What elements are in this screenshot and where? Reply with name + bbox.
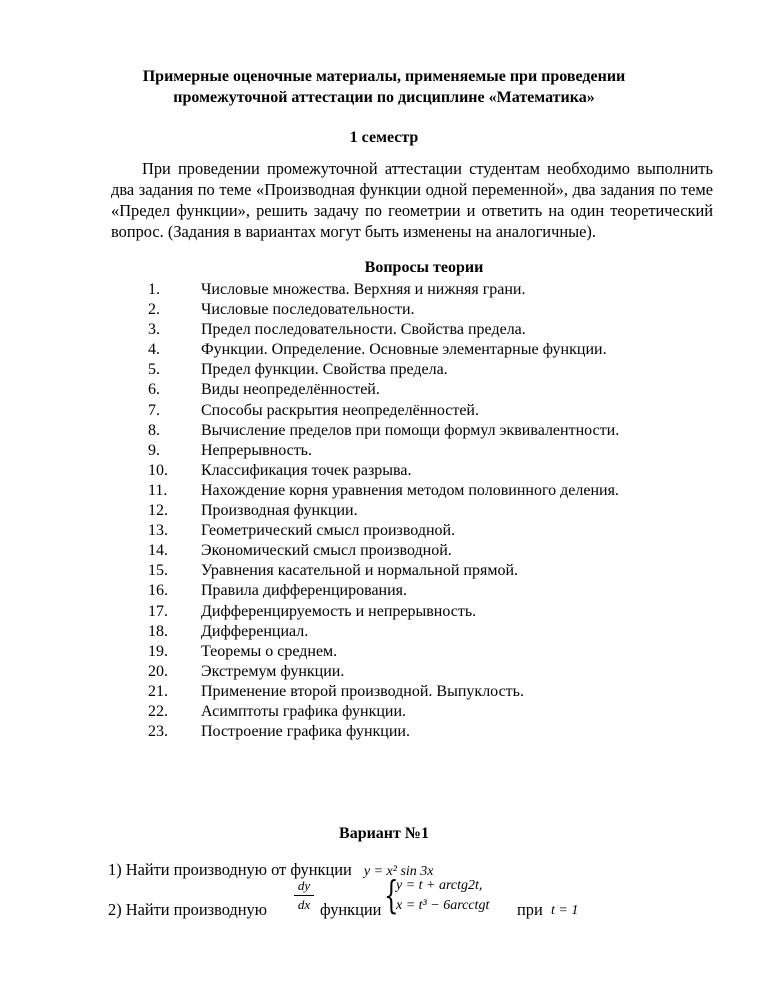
- theory-question: [0, 461, 768, 481]
- system-equation-1: y = t + arctg2t,: [396, 878, 483, 893]
- theory-question: [0, 561, 768, 581]
- theory-question: [0, 320, 768, 340]
- question-number: 19.: [148, 642, 168, 660]
- theory-question: [0, 702, 768, 722]
- system-equation-2: x = t³ − 6arcctgt: [396, 898, 490, 913]
- question-number: 1.: [148, 281, 160, 298]
- question-text: Правила дифференцирования.: [201, 582, 408, 600]
- theory-question: [0, 521, 768, 541]
- theory-question: [0, 602, 768, 622]
- question-text: Вычисление пределов при помощи формул эквивалентности.: [201, 421, 620, 439]
- task-2-when-word: при: [517, 900, 543, 919]
- document-title-line-1: Примерные оценочные материалы, применяемые при проведении: [142, 68, 626, 85]
- fraction-bar: [294, 895, 314, 896]
- theory-question: [0, 501, 768, 521]
- question-text: Числовые последовательности.: [201, 301, 415, 319]
- question-text: Асимптоты графика функции.: [201, 702, 407, 720]
- question-number: 11.: [148, 481, 168, 499]
- question-text: Нахождение корня уравнения методом половинного деления.: [201, 481, 619, 499]
- question-number: 13.: [148, 522, 168, 540]
- theory-question: [0, 280, 768, 300]
- question-text: Геометрический смысл производной.: [201, 522, 456, 540]
- question-text: Экономический смысл производной.: [201, 542, 452, 560]
- theory-question: [0, 401, 768, 421]
- task-2-text: 2) Найти производную: [108, 900, 267, 919]
- question-text: Уравнения касательной и нормальной прямой.: [201, 562, 518, 580]
- system-brace: {: [384, 873, 399, 917]
- theory-question: [0, 340, 768, 360]
- question-text: Дифференциал.: [201, 622, 309, 640]
- question-number: 15.: [148, 562, 168, 580]
- question-text: Числовые множества. Верхняя и нижняя грани.: [201, 281, 526, 298]
- question-number: 23.: [148, 723, 168, 741]
- theory-question: [0, 360, 768, 380]
- document-title-line-2: промежуточной аттестации по дисциплине «Математика»: [173, 89, 595, 106]
- question-text: Построение графика функции.: [201, 723, 410, 741]
- question-number: 4.: [148, 341, 160, 359]
- question-number: 17.: [148, 602, 168, 620]
- question-number: 10.: [148, 461, 168, 479]
- question-number: 9.: [148, 441, 160, 459]
- fraction-denominator: dx: [297, 897, 311, 912]
- question-number: 16.: [148, 582, 168, 600]
- task-1-formula: y = x² sin 3x: [363, 864, 434, 879]
- question-text: Виды неопределённостей.: [201, 381, 380, 399]
- question-text: Непрерывность.: [201, 441, 312, 459]
- question-number: 2.: [148, 301, 160, 319]
- question-text: Способы раскрытия неопределённостей.: [201, 401, 479, 419]
- task-1-text: 1) Найти производную от функции: [108, 860, 352, 879]
- theory-question: [0, 662, 768, 682]
- question-text: Теоремы о среднем.: [201, 642, 338, 660]
- question-number: 21.: [148, 682, 168, 700]
- variant-heading: Вариант №1: [339, 825, 429, 842]
- derivative-fraction: [294, 878, 314, 913]
- semester-heading: 1 семестр: [349, 129, 419, 146]
- task-2-function-word: функции: [320, 900, 382, 919]
- question-text: Функции. Определение. Основные элементарные функции.: [201, 341, 607, 359]
- question-number: 6.: [148, 381, 160, 399]
- theory-question: [0, 642, 768, 662]
- parametric-system: [396, 876, 489, 916]
- theory-question: [0, 481, 768, 501]
- question-text: Дифференцируемость и непрерывность.: [201, 602, 477, 620]
- question-text: Классификация точек разрыва.: [201, 461, 412, 479]
- question-number: 22.: [148, 702, 168, 720]
- question-text: Предел функции. Свойства предела.: [201, 361, 448, 379]
- question-number: 3.: [148, 321, 160, 339]
- theory-question: [0, 622, 768, 642]
- question-text: Экстремум функции.: [201, 662, 345, 680]
- question-number: 20.: [148, 662, 168, 680]
- intro-paragraph: [111, 158, 713, 242]
- question-number: 5.: [148, 361, 160, 379]
- intro-text: При проведении промежуточной аттестации студентам необходимо выполнить два задания по теме «Производная функции одной переменной», два задания по теме «Предел функции», решить задачу по геометрии и ответить на один теоретический вопрос. (Задания в вариантах могут быть изменены на аналогичные).: [111, 159, 713, 241]
- question-number: 14.: [148, 542, 168, 560]
- theory-question: [0, 581, 768, 601]
- question-text: Производная функции.: [201, 502, 358, 520]
- theory-question: [0, 380, 768, 400]
- theory-question: [0, 682, 768, 702]
- task-2-condition: t = 1: [551, 903, 579, 918]
- question-text: Применение второй производной. Выпуклость.: [201, 682, 524, 700]
- fraction-numerator: dy: [297, 878, 311, 893]
- theory-question: [0, 421, 768, 441]
- question-text: Предел последовательности. Свойства предела.: [201, 321, 526, 339]
- question-number: 12.: [148, 502, 168, 520]
- question-number: 7.: [148, 401, 160, 419]
- theory-question: [0, 541, 768, 561]
- theory-question: [0, 722, 768, 742]
- theory-heading: Вопросы теории: [364, 259, 484, 276]
- theory-question: [0, 441, 768, 461]
- question-number: 8.: [148, 421, 160, 439]
- theory-question: [0, 300, 768, 320]
- theory-questions-list: [0, 280, 768, 742]
- question-number: 18.: [148, 622, 168, 640]
